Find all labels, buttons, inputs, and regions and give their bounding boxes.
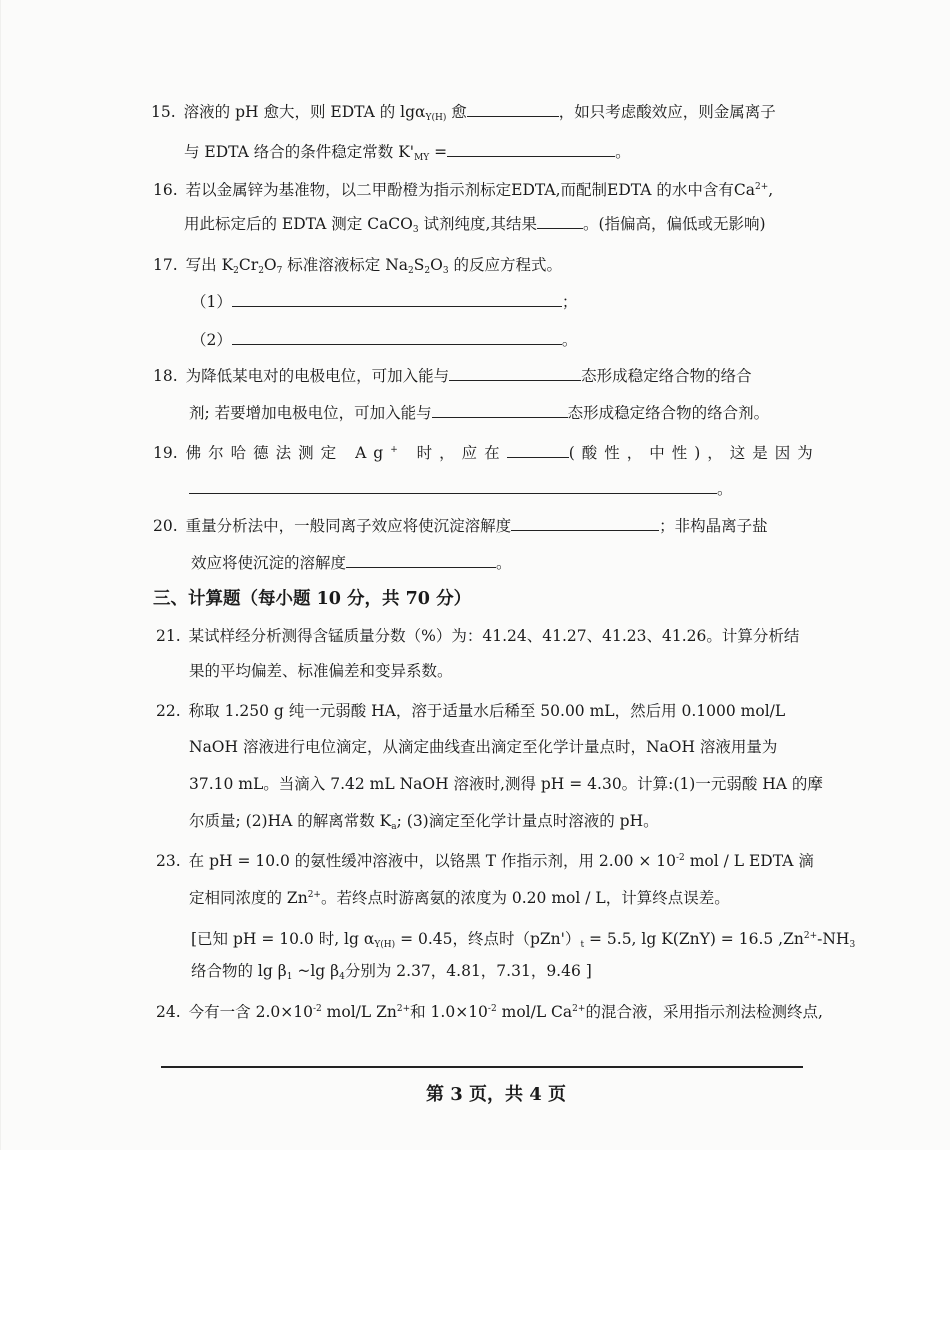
text: 试剂纯度,其结果 bbox=[418, 215, 537, 233]
subscript: 1 bbox=[286, 972, 293, 982]
question-19-line-2 bbox=[189, 477, 733, 500]
text: (酸性，中性)，这是因为 bbox=[568, 444, 820, 462]
question-17-part-2 bbox=[191, 328, 577, 351]
subscript: a bbox=[391, 822, 397, 832]
question-23-line-1 bbox=[156, 847, 814, 872]
answer-blank[interactable] bbox=[432, 401, 568, 418]
text: 剂; 若要增加电极电位，可加入能与 bbox=[189, 404, 432, 422]
question-number: 15. bbox=[151, 103, 176, 121]
answer-blank[interactable] bbox=[537, 212, 583, 229]
text: 溶液的 pH 愈大，则 EDTA 的 lgα bbox=[183, 103, 426, 121]
question-number: 20. bbox=[153, 517, 178, 535]
text: = 0.45，终点时（pZn'） bbox=[395, 930, 581, 948]
text: 写出 K bbox=[185, 256, 234, 274]
question-number: 23. bbox=[156, 852, 181, 870]
text: 态形成稳定络合物的络合剂。 bbox=[567, 404, 770, 422]
text: S bbox=[413, 256, 425, 274]
question-number: 16. bbox=[153, 181, 178, 199]
question-number: 19. bbox=[153, 444, 178, 462]
text: 在 pH = 10.0 的氨性缓冲溶液中，以铬黑 T 作指示剂，用 2.00 × 10 bbox=[188, 852, 676, 870]
subscript: MY bbox=[414, 153, 430, 163]
text: NaOH 溶液进行电位滴定，从滴定曲线查出滴定至化学计量点时，NaOH 溶液用量为 bbox=[189, 738, 778, 756]
text: mol/L Ca bbox=[496, 1003, 573, 1021]
text: 态形成稳定络合物的络合 bbox=[581, 367, 752, 385]
question-19-line-1 bbox=[153, 439, 820, 464]
superscript: + bbox=[390, 445, 405, 455]
footer-divider bbox=[161, 1066, 803, 1068]
part-label: （1） bbox=[191, 293, 232, 311]
subscript: 4 bbox=[339, 972, 345, 982]
superscript: 2+ bbox=[572, 1004, 586, 1014]
page-number: 第 3 页，共 4 页 bbox=[425, 1084, 567, 1105]
question-15-line-2 bbox=[184, 140, 631, 169]
text: = 5.5, lg K(ZnY) = 16.5 ,Zn bbox=[584, 930, 804, 948]
text: -NH bbox=[817, 930, 850, 948]
question-17-line-1 bbox=[153, 254, 562, 282]
text: 效应将使沉淀的溶解度 bbox=[191, 554, 347, 572]
text: 今有一含 2.0×10 bbox=[188, 1003, 313, 1021]
superscript: -2 bbox=[676, 853, 685, 863]
text: O bbox=[263, 256, 277, 274]
superscript: -2 bbox=[487, 1004, 497, 1014]
superscript: 2+ bbox=[307, 890, 321, 900]
text: 与 EDTA 络合的条件稳定常数 K' bbox=[184, 143, 415, 161]
superscript: 2+ bbox=[803, 931, 818, 941]
question-number: 22. bbox=[156, 702, 181, 720]
text: 时，应在 bbox=[404, 444, 507, 462]
text: = bbox=[429, 143, 448, 161]
text: 定相同浓度的 Zn bbox=[189, 889, 308, 907]
superscript: -2 bbox=[312, 1004, 322, 1014]
text: 37.10 mL。当滴入 7.42 mL NaOH 溶液时,测得 pH = 4.30。计算:(1)一元弱酸 HA 的摩 bbox=[189, 775, 823, 793]
text: 标准溶液标定 Na bbox=[282, 256, 409, 274]
answer-blank[interactable] bbox=[189, 477, 717, 494]
question-22-line-1 bbox=[156, 700, 785, 722]
subscript: 2 bbox=[424, 266, 431, 276]
subscript: 3 bbox=[412, 225, 419, 235]
text: 愈 bbox=[446, 103, 467, 121]
text: mol/L Zn bbox=[321, 1003, 397, 1021]
superscript: 2+ bbox=[754, 182, 769, 192]
text: ~lg β bbox=[292, 962, 340, 980]
text: 果的平均偏差、标准偏差和变异系数。 bbox=[189, 662, 453, 680]
question-22-line-4 bbox=[189, 810, 659, 838]
text: [已知 pH = 10.0 时, lg α bbox=[191, 930, 375, 948]
text: Cr bbox=[238, 256, 259, 274]
text: 某试样经分析测得含锰质量分数（%）为：41.24、41.27、41.23、41.26。计算分析结 bbox=[188, 627, 800, 645]
question-23-line-3 bbox=[191, 925, 855, 956]
question-22-line-3 bbox=[189, 773, 823, 795]
subscript: 7 bbox=[276, 266, 283, 276]
text: 和 1.0×10 bbox=[410, 1003, 488, 1021]
text: O bbox=[430, 256, 443, 274]
question-number: 21. bbox=[156, 627, 181, 645]
text: ； bbox=[561, 293, 578, 311]
question-17-part-1 bbox=[191, 290, 577, 313]
question-22-line-2 bbox=[189, 736, 777, 758]
text: 。(指偏高，偏低或无影响) bbox=[582, 215, 766, 233]
section-heading: 三、计算题（每小题 10 分，共 70 分） bbox=[153, 589, 472, 609]
question-number: 17. bbox=[153, 256, 178, 274]
subscript: t bbox=[580, 940, 585, 950]
text: 。 bbox=[615, 143, 631, 161]
subscript: Y(H) bbox=[425, 113, 447, 123]
question-20-line-2 bbox=[191, 551, 512, 574]
text: 。 bbox=[561, 331, 578, 349]
subscript: 2 bbox=[233, 266, 239, 276]
subscript: Y(H) bbox=[374, 940, 396, 950]
subscript: 2 bbox=[408, 266, 414, 276]
subscript: 2 bbox=[258, 266, 264, 276]
text: 分别为 2.37，4.81，7.31，9.46 ] bbox=[344, 962, 592, 980]
subscript: 3 bbox=[849, 940, 856, 950]
answer-blank[interactable] bbox=[232, 328, 562, 345]
text: , bbox=[768, 181, 774, 199]
text: 称取 1.250 g 纯一元弱酸 HA，溶于适量水后稀至 50.00 mL，然后用 0.1000 mol/L bbox=[188, 702, 786, 720]
question-16-line-1 bbox=[153, 176, 773, 201]
question-20-line-1 bbox=[153, 514, 768, 537]
question-16-line-2 bbox=[184, 212, 766, 241]
text: 若以金属锌为基准物，以二甲酚橙为指示剂标定EDTA,而配制EDTA 的水中含有Ca bbox=[185, 181, 755, 199]
answer-blank[interactable] bbox=[346, 551, 496, 568]
text: 。 bbox=[496, 554, 512, 572]
answer-blank[interactable] bbox=[447, 140, 615, 157]
text: ；非构晶离子盐 bbox=[659, 517, 768, 535]
text: 佛尔哈德法测定 Ag bbox=[185, 444, 391, 462]
text: ，如只考虑酸效应，则金属离子 bbox=[558, 103, 776, 121]
answer-blank[interactable] bbox=[449, 364, 581, 381]
question-number: 24. bbox=[156, 1003, 181, 1021]
question-number: 18. bbox=[153, 367, 178, 385]
answer-blank[interactable] bbox=[232, 290, 562, 307]
question-21-line-1 bbox=[156, 625, 799, 647]
question-23-line-2 bbox=[189, 884, 730, 909]
answer-blank[interactable] bbox=[507, 441, 569, 458]
subscript: 3 bbox=[442, 266, 449, 276]
superscript: 2+ bbox=[396, 1004, 411, 1014]
text: ; (3)滴定至化学计量点时溶液的 pH。 bbox=[396, 812, 659, 830]
question-15-line-1 bbox=[151, 100, 776, 129]
text: 络合物的 lg β bbox=[191, 962, 287, 980]
question-21-line-2 bbox=[189, 660, 453, 682]
part-label: （2） bbox=[191, 331, 232, 349]
text: 。若终点时游离氨的浓度为 0.20 mol / L，计算终点误差。 bbox=[320, 889, 730, 907]
text: mol / L EDTA 滴 bbox=[684, 852, 814, 870]
answer-blank[interactable] bbox=[467, 100, 559, 117]
text: 。 bbox=[717, 480, 733, 498]
question-18-line-2 bbox=[189, 401, 769, 424]
text: 的反应方程式。 bbox=[448, 256, 563, 274]
answer-blank[interactable] bbox=[511, 514, 659, 531]
text: 为降低某电对的电极电位，可加入能与 bbox=[185, 367, 450, 385]
text: 用此标定后的 EDTA 测定 CaCO bbox=[184, 215, 413, 233]
text: 的混合液，采用指示剂法检测终点, bbox=[585, 1003, 823, 1021]
question-23-line-4 bbox=[191, 960, 592, 988]
question-24-line-1 bbox=[156, 998, 823, 1023]
text: 重量分析法中，一般同离子效应将使沉淀溶解度 bbox=[185, 517, 512, 535]
text: 尔质量; (2)HA 的解离常数 K bbox=[189, 812, 392, 830]
question-18-line-1 bbox=[153, 364, 752, 387]
